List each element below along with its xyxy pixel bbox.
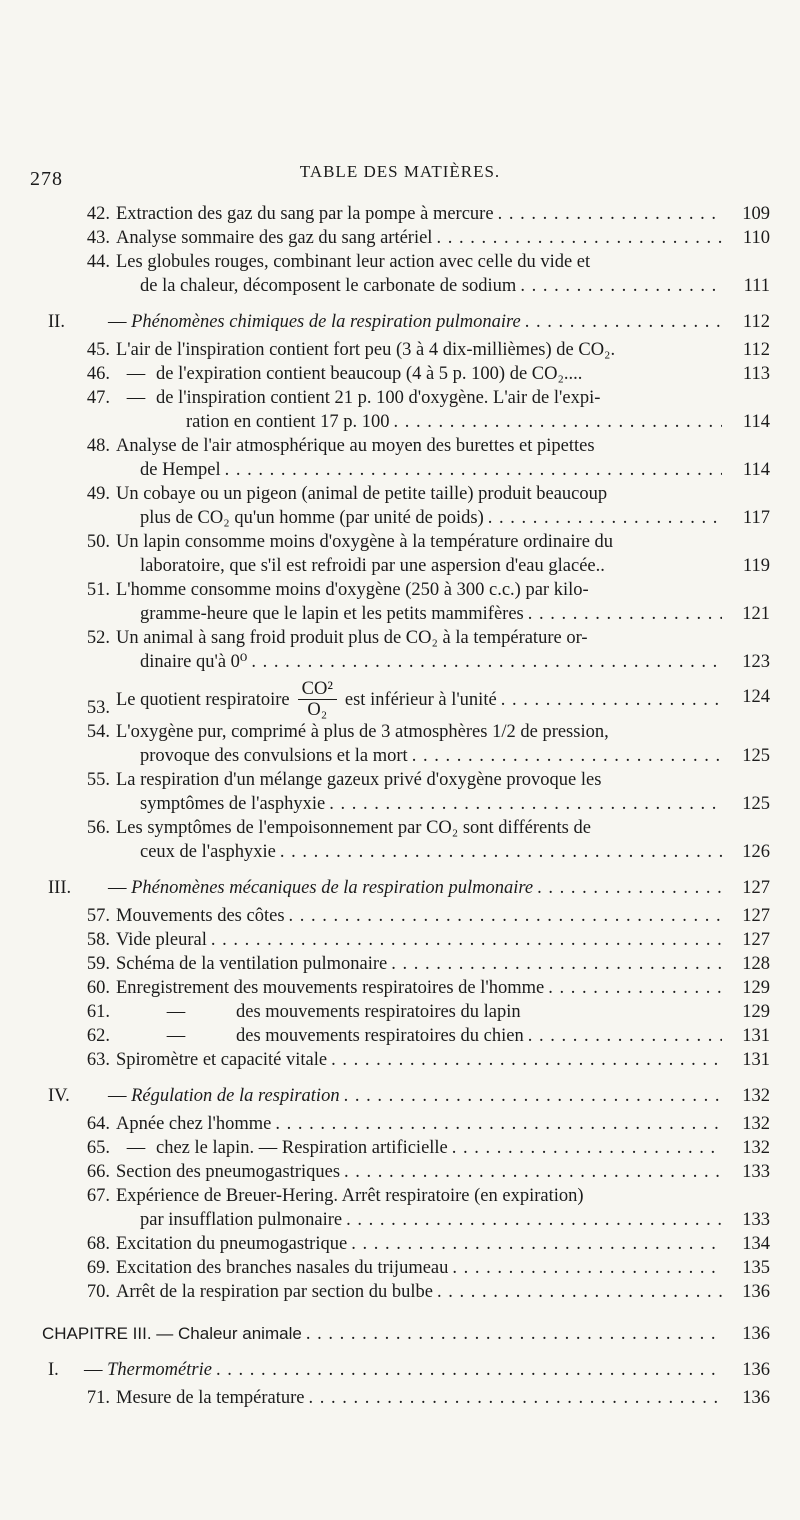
entry-number: 63.	[86, 1050, 110, 1070]
toc-section-3[interactable]	[48, 876, 770, 900]
entry-title-line2: dinaire qu'à 0⁰	[140, 652, 248, 672]
page-number: 278	[30, 168, 63, 190]
ditto-dash: —	[166, 1026, 186, 1046]
toc-entry-46[interactable]	[48, 362, 770, 386]
entry-title: des mouvements respiratoires du chien	[236, 1026, 524, 1046]
entry-title: Section des pneumogastriques	[116, 1162, 341, 1182]
entry-title: Analyse sommaire des gaz du sang artériel	[116, 228, 433, 248]
entry-title: Excitation des branches nasales du trijumeau	[116, 1258, 449, 1278]
entry-page: 126	[742, 842, 770, 862]
toc-entry-62[interactable]	[48, 1024, 770, 1048]
dot-leader	[289, 904, 722, 928]
dot-leader	[306, 1322, 722, 1346]
entry-number: 46.	[86, 364, 110, 384]
entry-number: 68.	[86, 1234, 110, 1254]
entry-page: 127	[742, 878, 770, 898]
entry-title-line2: par insufflation pulmonaire	[140, 1210, 343, 1230]
section-dash: —	[84, 1360, 103, 1380]
entry-number: 44.	[86, 252, 110, 272]
dot-leader	[331, 1048, 722, 1072]
dot-leader	[436, 226, 722, 250]
entry-title: des mouvements respiratoires du lapin	[236, 1002, 521, 1022]
toc-entry-61[interactable]	[48, 1000, 770, 1024]
entry-page: 131	[742, 1026, 770, 1046]
entry-page: 127	[742, 930, 770, 950]
toc-entry-68[interactable]	[48, 1232, 770, 1256]
entry-page: 114	[742, 460, 770, 480]
entry-title-line2: gramme-heure que le lapin et les petits mammifères	[140, 604, 524, 624]
dot-leader	[344, 1160, 722, 1184]
dot-leader	[520, 274, 722, 298]
dot-leader	[280, 840, 722, 864]
entry-number: 57.	[86, 906, 110, 926]
toc-entry-66[interactable]	[48, 1160, 770, 1184]
entry-number: 48.	[86, 436, 110, 456]
entry-page: 109	[742, 204, 770, 224]
dot-leader	[251, 650, 722, 674]
entry-page: 134	[742, 1234, 770, 1254]
table-of-contents	[42, 202, 770, 1410]
fraction-denominator: O₂	[307, 700, 328, 720]
running-title: TABLE DES MATIÈRES.	[299, 162, 501, 181]
dot-leader	[216, 1358, 722, 1382]
entry-number: 49.	[86, 484, 110, 504]
ditto-dash: —	[126, 1138, 146, 1158]
toc-entry-67[interactable]	[48, 1184, 770, 1232]
entry-page: 112	[742, 312, 770, 332]
toc-entry-51[interactable]	[48, 578, 770, 626]
toc-entry-60[interactable]	[48, 976, 770, 1000]
entry-page: 125	[742, 746, 770, 766]
toc-entry-65[interactable]	[48, 1136, 770, 1160]
toc-entry-48[interactable]	[48, 434, 770, 482]
dot-leader	[329, 792, 722, 816]
toc-entry-59[interactable]	[48, 952, 770, 976]
entry-number: 53.	[86, 698, 110, 718]
dot-leader	[452, 1256, 722, 1280]
entry-title-line1: L'homme consomme moins d'oxygène (250 à 300 c.c.) par kilo-	[116, 580, 589, 600]
toc-section-1[interactable]	[48, 1358, 770, 1382]
page-header	[30, 160, 770, 190]
dot-leader	[309, 1386, 722, 1410]
entry-page: 119	[742, 556, 770, 576]
entry-number: 71.	[86, 1388, 110, 1408]
dot-leader	[537, 876, 722, 900]
toc-entry-54[interactable]	[48, 720, 770, 768]
entry-title: Mesure de la température	[116, 1388, 305, 1408]
entry-number: 58.	[86, 930, 110, 950]
entry-number: 52.	[86, 628, 110, 648]
dot-leader	[525, 310, 722, 334]
dot-leader	[275, 1112, 722, 1136]
section-number: I.	[48, 1360, 59, 1380]
entry-page: 136	[742, 1388, 770, 1408]
ditto-dash: —	[126, 388, 146, 408]
section-dash: —	[108, 878, 127, 898]
entry-title-line1: Un animal à sang froid produit plus de CO₂ à la température or-	[116, 628, 588, 648]
toc-entry-69[interactable]	[48, 1256, 770, 1280]
entry-title-line1: Analyse de l'air atmosphérique au moyen des burettes et pipettes	[116, 436, 595, 456]
dot-leader	[488, 506, 722, 530]
entry-number: 60.	[86, 978, 110, 998]
toc-section-4[interactable]	[48, 1084, 770, 1108]
entry-page: 128	[742, 954, 770, 974]
entry-page: 135	[742, 1258, 770, 1278]
dot-leader	[412, 744, 722, 768]
entry-number: 42.	[86, 204, 110, 224]
toc-entry-56[interactable]	[48, 816, 770, 864]
section-title: Phénomènes mécaniques de la respiration pulmonaire	[131, 878, 534, 898]
toc-entry-57[interactable]	[48, 904, 770, 928]
entry-title-line2: provoque des convulsions et la mort	[140, 746, 408, 766]
entry-number: 43.	[86, 228, 110, 248]
entry-page: 132	[742, 1086, 770, 1106]
entry-title: L'air de l'inspiration contient fort peu (3 à 4 dix-millièmes) de CO₂.	[116, 340, 616, 360]
entry-title-line2: de la chaleur, décomposent le carbonate de sodium	[140, 276, 517, 296]
entry-page: 121	[742, 604, 770, 624]
entry-number: 67.	[86, 1186, 110, 1206]
toc-section-2[interactable]	[48, 310, 770, 334]
entry-page: 113	[742, 364, 770, 384]
dot-leader	[548, 976, 722, 1000]
entry-title: Mouvements des côtes	[116, 906, 285, 926]
entry-title-line1: La respiration d'un mélange gazeux privé d'oxygène provoque les	[116, 770, 602, 790]
entry-page: 111	[743, 276, 770, 296]
entry-page: 133	[742, 1210, 770, 1230]
entry-title-end: est inférieur à l'unité	[344, 689, 497, 710]
entry-number: 62.	[86, 1026, 110, 1046]
entry-title-line1: Un lapin consomme moins d'oxygène à la température ordinaire du	[116, 532, 614, 552]
entry-title-line2: ration en contient 17 p. 100	[186, 412, 390, 432]
entry-title: de l'expiration contient beaucoup (4 à 5 p. 100) de CO₂....	[156, 364, 583, 384]
toc-entry-52[interactable]	[48, 626, 770, 674]
dot-leader	[391, 952, 722, 976]
entry-title: Excitation du pneumogastrique	[116, 1234, 348, 1254]
entry-title-line1: de l'inspiration contient 21 p. 100 d'oxygène. L'air de l'expi-	[156, 388, 601, 408]
dot-leader	[501, 688, 722, 712]
toc-entry-55[interactable]	[48, 768, 770, 816]
ditto-dash: —	[126, 364, 146, 384]
entry-title-line2: symptômes de l'asphyxie	[140, 794, 326, 814]
section-title: Thermométrie	[107, 1360, 212, 1380]
entry-number: 56.	[86, 818, 110, 838]
toc-entry-63[interactable]	[48, 1048, 770, 1072]
entry-title: chez le lapin. — Respiration artificielle	[156, 1138, 448, 1158]
section-title: Régulation de la respiration	[131, 1086, 340, 1106]
toc-entry-58[interactable]	[48, 928, 770, 952]
dot-leader	[225, 458, 722, 482]
toc-entry-71[interactable]	[48, 1386, 770, 1410]
respiratory-quotient-fraction	[298, 679, 337, 720]
entry-title: Le quotient respiratoire	[116, 689, 290, 710]
entry-title-line1: Un cobaye ou un pigeon (animal de petite taille) produit beaucoup	[116, 484, 608, 504]
entry-number: 55.	[86, 770, 110, 790]
toc-entry-50[interactable]	[48, 530, 770, 578]
entry-page: 129	[742, 1002, 770, 1022]
dot-leader	[211, 928, 722, 952]
entry-title-line1: L'oxygène pur, comprimé à plus de 3 atmosphères 1/2 de pression,	[116, 722, 609, 742]
section-number: IV.	[48, 1086, 70, 1106]
entry-page: 125	[742, 794, 770, 814]
ditto-dash: —	[166, 1002, 186, 1022]
entry-number: 51.	[86, 580, 110, 600]
entry-title: Arrêt de la respiration par section du bulbe	[116, 1282, 433, 1302]
section-dash: —	[108, 1086, 127, 1106]
entry-title: Enregistrement des mouvements respiratoires de l'homme	[116, 978, 545, 998]
entry-page: 127	[742, 906, 770, 926]
entry-page: 117	[742, 508, 770, 528]
entry-number: 61.	[86, 1002, 110, 1022]
entry-title: Extraction des gaz du sang par la pompe à mercure	[116, 204, 494, 224]
entry-title-line2: laboratoire, que s'il est refroidi par une aspersion d'eau glacée..	[140, 556, 605, 576]
entry-page: 133	[742, 1162, 770, 1182]
section-title: Phénomènes chimiques de la respiration pulmonaire	[131, 312, 521, 332]
entry-page: 136	[742, 1282, 770, 1302]
dot-leader	[346, 1208, 722, 1232]
entry-page: 123	[742, 652, 770, 672]
dot-leader	[528, 1024, 722, 1048]
entry-page: 132	[742, 1114, 770, 1134]
entry-title: Apnée chez l'homme	[116, 1114, 272, 1134]
entry-number: 64.	[86, 1114, 110, 1134]
dot-leader	[528, 602, 722, 626]
entry-number: 59.	[86, 954, 110, 974]
entry-page: 132	[742, 1138, 770, 1158]
entry-number: 69.	[86, 1258, 110, 1278]
entry-page: 112	[742, 340, 770, 360]
dot-leader	[393, 410, 722, 434]
entry-number: 70.	[86, 1282, 110, 1302]
toc-entry-42[interactable]	[48, 202, 770, 226]
entry-title-line2: de Hempel	[140, 460, 221, 480]
chapter-title: CHAPITRE III. — Chaleur animale	[42, 1324, 302, 1343]
entry-number: 65.	[86, 1138, 110, 1158]
entry-page: 124	[742, 687, 770, 707]
entry-title-line1: Expérience de Breuer-Hering. Arrêt respiratoire (en expiration)	[116, 1186, 584, 1206]
dot-leader	[344, 1084, 722, 1108]
toc-entry-45[interactable]	[48, 338, 770, 362]
section-dash: —	[108, 312, 127, 332]
entry-number: 47.	[86, 388, 110, 408]
entry-title-line2: ceux de l'asphyxie	[140, 842, 276, 862]
entry-title: Schéma de la ventilation pulmonaire	[116, 954, 388, 974]
toc-entry-49[interactable]	[48, 482, 770, 530]
dot-leader	[437, 1280, 722, 1304]
entry-page: 110	[742, 228, 770, 248]
entry-page: 114	[742, 412, 770, 432]
toc-entry-70[interactable]	[48, 1280, 770, 1304]
entry-number: 54.	[86, 722, 110, 742]
entry-title-line1: Les symptômes de l'empoisonnement par CO₂ sont différents de	[116, 818, 591, 838]
section-number: III.	[48, 878, 72, 898]
toc-chapter-3[interactable]	[42, 1322, 770, 1346]
dot-leader	[498, 202, 722, 226]
entry-number: 45.	[86, 340, 110, 360]
toc-entry-47[interactable]	[48, 386, 770, 434]
entry-title: Vide pleural	[116, 930, 207, 950]
entry-number: 66.	[86, 1162, 110, 1182]
entry-page: 136	[742, 1360, 770, 1380]
entry-page: 131	[742, 1050, 770, 1070]
entry-title-line2: plus de CO₂ qu'un homme (par unité de poids)	[140, 508, 484, 528]
entry-page: 129	[742, 978, 770, 998]
entry-title-line1: Les globules rouges, combinant leur action avec celle du vide et	[116, 252, 591, 272]
fraction-numerator: CO²	[298, 679, 337, 700]
dot-leader	[452, 1136, 722, 1160]
toc-entry-64[interactable]	[48, 1112, 770, 1136]
entry-number: 50.	[86, 532, 110, 552]
toc-entry-53[interactable]	[48, 674, 770, 720]
toc-entry-43[interactable]	[48, 226, 770, 250]
section-number: II.	[48, 312, 65, 332]
entry-title: Spiromètre et capacité vitale	[116, 1050, 328, 1070]
toc-entry-44[interactable]	[48, 250, 770, 298]
entry-page: 136	[742, 1324, 770, 1344]
dot-leader	[351, 1232, 722, 1256]
